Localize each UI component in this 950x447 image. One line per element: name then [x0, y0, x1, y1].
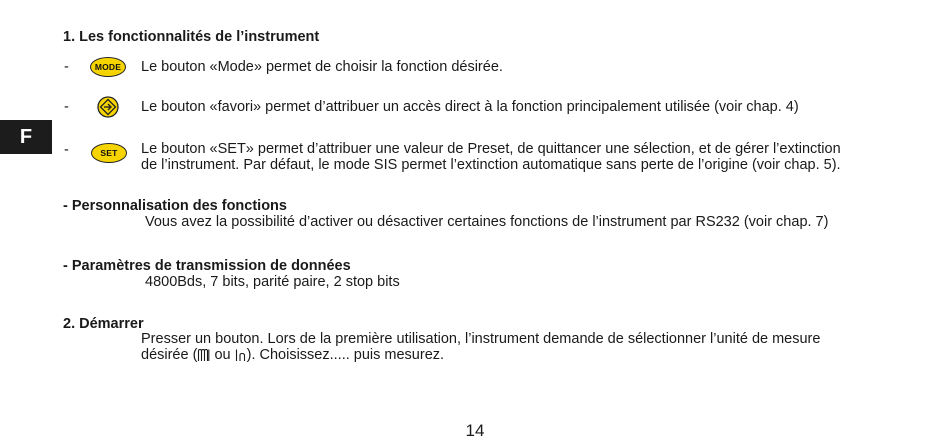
set-description-line-2: de l’instrument. Par défaut, le mode SIS permet l’extinction automatique sans perte de l’origine (voir chap. 5). — [141, 157, 841, 173]
start-instructions-line-2 — [141, 347, 444, 363]
personalisation-body: Vous avez la possibilité d’activer ou désactiver certaines fonctions de l’instrument par RS232 (voir chap. 7) — [145, 214, 829, 230]
start-instructions-line-1: Presser un bouton. Lors de la première utilisation, l’instrument demande de sélectionner l’unité de mesure — [141, 331, 821, 347]
language-tab: F — [0, 120, 52, 154]
mode-button-icon: MODE — [90, 57, 126, 77]
section-1-heading: 1. Les fonctionnalités de l’instrument — [63, 29, 320, 45]
favorite-description: Le bouton «favori» permet d’attribuer un accès direct à la fonction principalement utilisée (voir chap. 4) — [141, 99, 799, 115]
mm-unit-icon — [197, 348, 210, 362]
transmission-body: 4800Bds, 7 bits, parité paire, 2 stop bits — [145, 274, 400, 290]
list-dash: - — [64, 59, 69, 75]
start-text-part-1: désirée ( — [141, 347, 198, 363]
transmission-heading: - Paramètres de transmission de données — [63, 258, 351, 274]
section-2-heading: 2. Démarrer — [63, 316, 144, 332]
set-description-line-1: Le bouton «SET» permet d’attribuer une valeur de Preset, de quittancer une sélection, et de gérer l’extinction — [141, 141, 841, 157]
favorite-button-icon — [97, 96, 119, 118]
list-dash: - — [64, 142, 69, 158]
set-button-icon: SET — [91, 143, 127, 163]
start-text-part-2: ou — [210, 347, 235, 363]
inch-unit-icon — [235, 348, 247, 362]
page-number: 14 — [465, 421, 485, 440]
start-text-part-3: ). Choisissez..... puis mesurez. — [246, 347, 445, 363]
list-dash: - — [64, 99, 69, 115]
personalisation-heading: - Personnalisation des fonctions — [63, 198, 287, 214]
mode-description: Le bouton «Mode» permet de choisir la fonction désirée. — [141, 59, 503, 75]
